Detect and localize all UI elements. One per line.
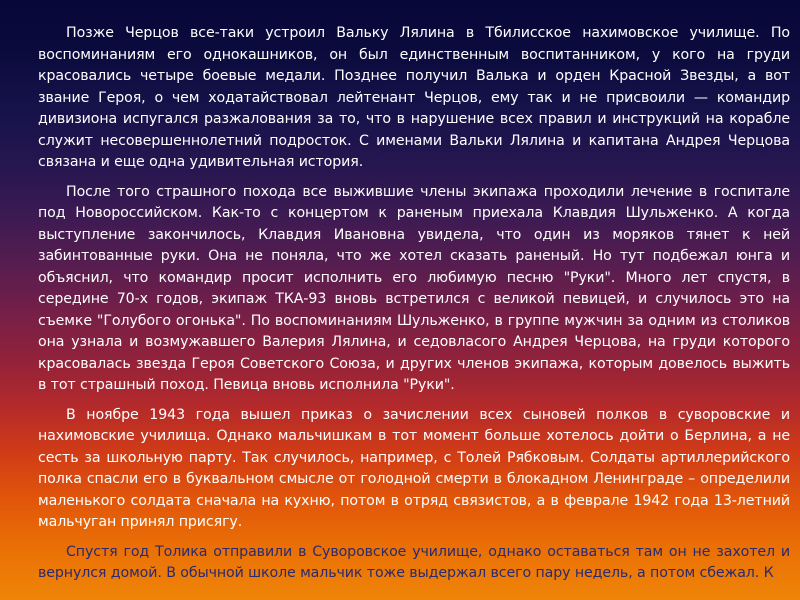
paragraph-3: В ноябре 1943 года вышел приказ о зачислении всех сыновей полков в суворовские и нахимовские училища. Однако мальчишкам в тот момент больше хотелось дойти о Берлина, а не сесть за школьную парту. Так случилось, например, с Толей Рябковым. Солдаты артиллерийского полка спасли его в буквальном смысле от голодной смерти в блокадном Ленинграде – определили маленького солдата сначала на кухню, потом в отряд связистов, а в феврале 1942 года 13-летний мальчуган принял присягу. <box>38 406 790 530</box>
text-body <box>38 23 790 593</box>
paragraph-1: Позже Черцов все-таки устроил Вальку Лялина в Тбилисское нахимовское училище. По воспоминаниям его однокашников, он был единственным воспитанником, у кого на груди красовались четыре боевые медали. Позднее получил Валька и орден Красной Звезды, а вот звание Героя, о чем ходатайствовал лейтенант Черцов, ему так и не присвоили — командир дивизиона испугался разжалования за то, что в нарушение всех правил и инструкций на корабле служит несовершеннолетний подросток. С именами Вальки Лялина и капитана Андрея Черцова связана и еще одна удивительная история. <box>38 25 790 170</box>
paragraph-4: Спустя год Толика отправили в Суворовское училище, однако оставаться там он не захотел и вернулся домой. В обычной школе мальчик тоже выдержал всего пару недель, а потом сбежал. К <box>38 543 790 581</box>
paragraph-2: После того страшного похода все выжившие члены экипажа проходили лечение в госпитале под Новороссийском. Как-то с концертом к раненым приехала Клавдия Шульженко. А когда выступление закончилось, Клавдия Ивановна увидела, что один из моряков тянет к ней забинтованные руки. Она не поняла, что же хотел сказать раненый. Но тут подбежал юнга и объяснил, что командир просит исполнить его любимую песню "Руки". Много лет спустя, в середине 70-х годов, экипаж ТКА-93 вновь встретился с великой певицей, и случилось это на съемке "Голубого огонька". По воспоминаниям Шульженко, в группе мужчин за одним из столиков она узнала и возмужавшего Валерия Лялина, и седовласого Андрея Черцова, на груди которого красовалась звезда Героя Советского Союза, и других членов экипажа, которым довелось выжить в тот страшный поход. Певица вновь исполнила "Руки". <box>38 183 790 393</box>
